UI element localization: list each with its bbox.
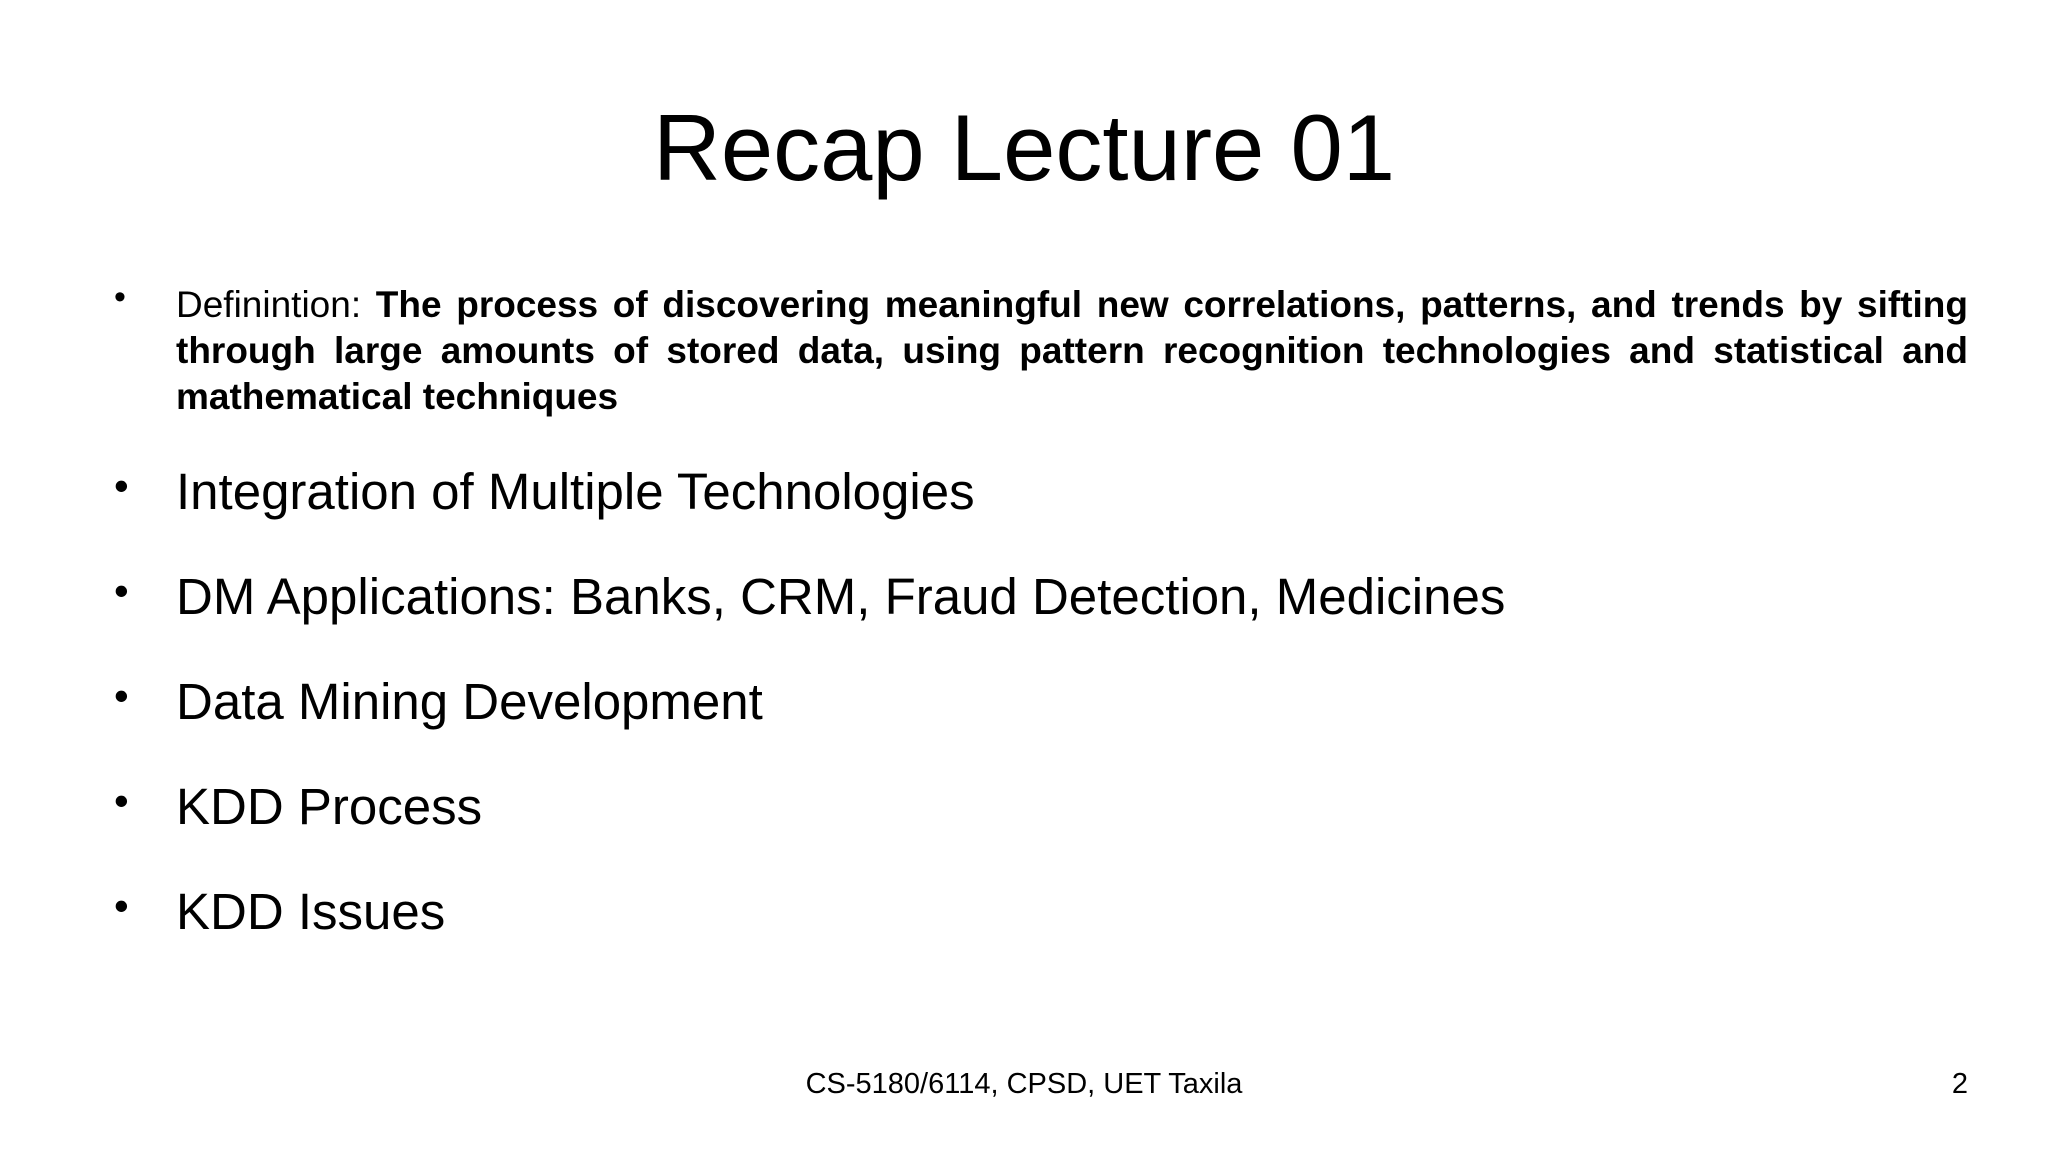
slide-footer: CS-5180/6114, CPSD, UET Taxila [805,1068,1243,1100]
definition-text: The process of discovering meaningful new correlations, patterns, and trends by sifting through large amounts of stored data, using pattern recognition technologies and statistical and mathematical techniques [176,284,1969,417]
definition-label: Definintion: [176,284,362,325]
list-item [114,882,1968,942]
page-number: 2 [1951,1068,1968,1100]
bullet-icon: • [114,777,129,824]
list-item-text: KDD Process [176,778,483,835]
list-item [114,672,1968,732]
list-item [114,777,1968,837]
list-item [114,567,1968,627]
definition-item [114,278,1969,420]
bullet-icon: • [114,672,129,719]
list-item [114,462,1968,522]
list-item-text: KDD Issues [176,883,446,940]
bullet-list [114,278,1969,987]
bullet-icon: • [114,278,126,316]
bullet-icon: • [114,567,129,614]
slide-title: Recap Lecture 01 [652,95,1396,200]
bullet-icon: • [114,462,129,509]
bullet-icon: • [114,882,129,929]
list-item-text: DM Applications: Banks, CRM, Fraud Detection, Medicines [176,568,1506,625]
list-item-text: Integration of Multiple Technologies [176,463,975,520]
list-item-text: Data Mining Development [176,673,763,730]
